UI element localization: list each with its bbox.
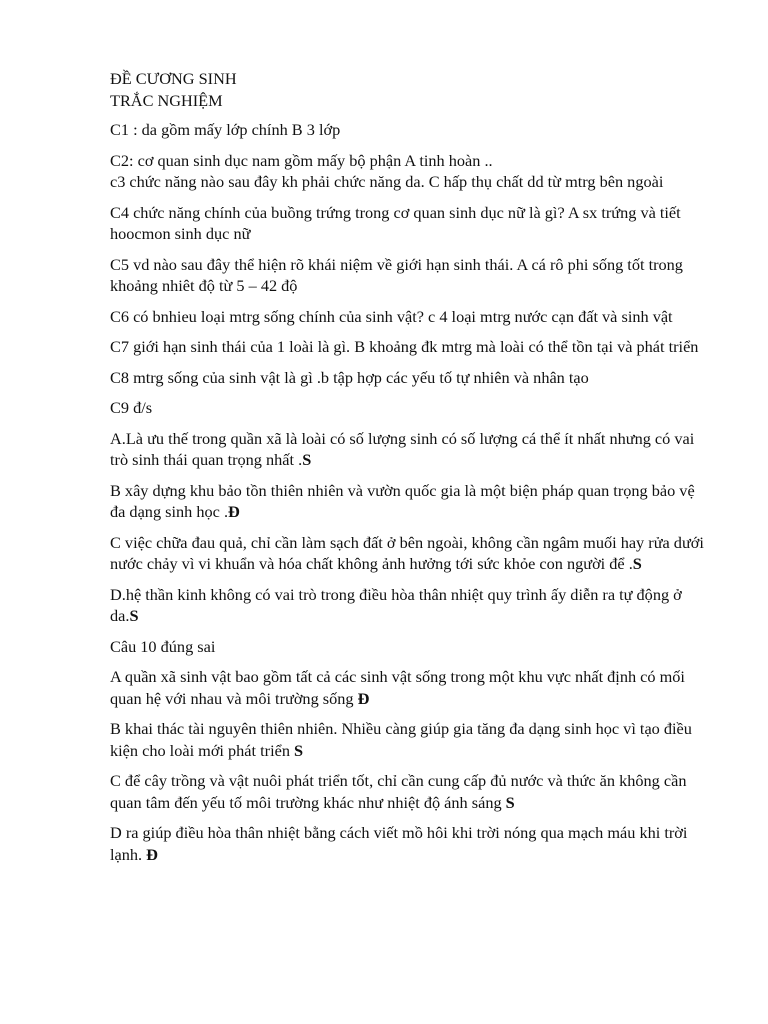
question-c1 <box>110 119 710 141</box>
answer-mark: S <box>302 450 312 469</box>
title-line: ĐỀ CƯƠNG SINH <box>110 69 237 88</box>
question-c7 <box>110 336 710 358</box>
statement-text: A.Là ưu thế trong quần xã là loài có số lượng sinh có số lượng cá thể ít nhất nhưng có vai trò sinh thái quan trọng nhất . <box>110 428 695 469</box>
question-c4 <box>110 202 710 245</box>
question-c8 <box>110 367 710 389</box>
document-title <box>110 68 710 111</box>
c10-statement-c <box>110 770 710 813</box>
c10-statement-b <box>110 718 710 761</box>
question-c2 <box>110 150 710 172</box>
c9-statement-a <box>110 428 710 471</box>
question-text: c3 chức năng nào sau đây kh phải chức năng da. C hấp thụ chất dd từ mtrg bên ngoài <box>110 172 664 191</box>
c10-statement-d <box>110 822 710 865</box>
answer-mark: S <box>294 740 304 760</box>
answer-mark: Đ <box>146 844 158 864</box>
statement-text: C để cây trồng và vật nuôi phát triển tốt, chỉ cần cung cấp đủ nước và thức ăn không cần quan tâm đến yếu tố môi trường khác như nhiệt độ ánh sáng <box>110 771 687 812</box>
document-page <box>110 68 710 874</box>
statement-text: B khai thác tài nguyên thiên nhiên. Nhiều càng giúp gia tăng đa dạng sinh học vì tạo điều kiện cho loài mới phát triển <box>110 719 692 760</box>
question-c9-heading <box>110 397 710 419</box>
question-text: C8 mtrg sống của sinh vật là gì .b tập hợp các yếu tố tự nhiên và nhân tạo <box>110 367 589 387</box>
statement-text: B xây dựng khu bảo tồn thiên nhiên và vườn quốc gia là một biện pháp quan trọng bảo vệ đa dạng sinh học . <box>110 480 695 521</box>
c9-statement-c <box>110 532 710 575</box>
question-c5 <box>110 254 710 297</box>
statement-text: D.hệ thần kinh không có vai trò trong điều hòa thân nhiệt quy trình ấy diễn ra tự động ở da. <box>110 584 682 625</box>
answer-mark: S <box>505 792 515 812</box>
statement-text: A quần xã sinh vật bao gồm tất cả các sinh vật sống trong một khu vực nhất định có mối quan hệ với nhau và môi trường sống <box>110 667 685 708</box>
question-text: C7 giới hạn sinh thái của 1 loài là gì. B khoảng đk mtrg mà loài có thể tồn tại và phát triển <box>110 337 699 356</box>
statement-text: D ra giúp điều hòa thân nhiệt bằng cách viết mồ hôi khi trời nóng qua mạch máu khi trời lạnh. <box>110 823 688 864</box>
question-text: C2: cơ quan sinh dục nam gồm mấy bộ phận A tinh hoàn .. <box>110 150 493 170</box>
subtitle-line: TRẮC NGHIỆM <box>110 90 223 110</box>
answer-mark: S <box>129 606 139 625</box>
question-c3 <box>110 171 710 193</box>
c9-statement-b <box>110 480 710 523</box>
answer-mark: Đ <box>228 502 240 521</box>
question-text: C5 vd nào sau đây thể hiện rõ khái niệm về giới hạn sinh thái. A cá rô phi sống tốt trong khoảng nhiêt độ từ 5 – 42 độ <box>110 254 683 295</box>
question-text: Câu 10 đúng sai <box>110 636 216 656</box>
question-text: C1 : da gồm mấy lớp chính B 3 lớp <box>110 120 341 139</box>
question-text: C4 chức năng chính của buồng trứng trong cơ quan sinh dục nữ là gì? A sx trứng và tiết hoocmon sinh dục nữ <box>110 202 681 243</box>
question-text: C9 đ/s <box>110 398 153 417</box>
c10-statement-a <box>110 666 710 709</box>
answer-mark: S <box>632 554 642 573</box>
question-text: C6 có bnhieu loại mtrg sống chính của sinh vật? c 4 loại mtrg nước cạn đất và sinh vật <box>110 306 673 326</box>
question-c10-heading <box>110 636 710 658</box>
question-c6 <box>110 306 710 328</box>
c9-statement-d <box>110 584 710 627</box>
statement-text: C việc chữa đau quả, chỉ cần làm sạch đất ở bên ngoài, không cần ngâm muối hay rửa dưới nước chảy vì vi khuẩn và hóa chất không ảnh hưởng tới sức khỏe con người để . <box>110 532 704 573</box>
answer-mark: Đ <box>357 688 370 708</box>
